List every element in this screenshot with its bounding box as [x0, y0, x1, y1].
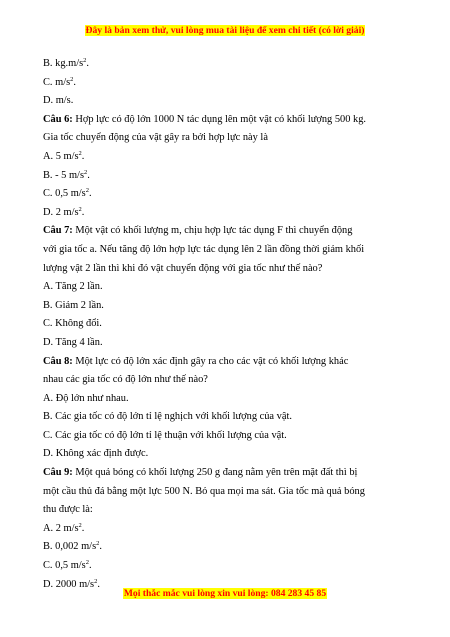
document-body: [43, 55, 366, 594]
question-text-line: với gia tốc a. Nếu tăng độ lớn hợp lực tác dụng lên 2 lần đồng thời giảm khối: [43, 243, 365, 255]
answer-option: B. - 5 $m/s^2$.: [43, 168, 90, 181]
answer-option: A. 5 $m/s^2$.: [43, 149, 85, 162]
question-label: Câu 6:: [43, 113, 73, 125]
preview-banner: [0, 25, 450, 36]
question-text-line: Câu 8: Một lực có độ lớn xác định gây ra cho các vật có khối lượng khác: [43, 355, 349, 367]
question-label: Câu 7:: [43, 225, 73, 237]
question-text-line: Câu 9: Một quả bóng có khối lượng 250 g đang nằm yên trên mặt đất thì bị: [43, 467, 358, 479]
answer-option: C. Không đổi.: [43, 318, 102, 330]
question-text-line: Câu 7: Một vật có khối lượng m, chịu hợp lực tác dụng F thì chuyển động: [43, 225, 353, 237]
answer-option: D. Không xác định được.: [43, 448, 149, 460]
question-text-line: Gia tốc chuyển động của vật gây ra bởi hợp lực này là: [43, 132, 268, 144]
answer-option: B. Giảm 2 lần.: [43, 299, 104, 311]
answer-option: C. 0,5 $m/s^2$.: [43, 187, 92, 200]
question-7: [43, 222, 365, 352]
answer-option: B. $kg.m/s^2$.: [43, 57, 89, 69]
answer-option: D. Tăng 4 lần.: [43, 336, 103, 348]
question-text-line: thu được là:: [43, 504, 93, 516]
question-label: Câu 9:: [43, 467, 73, 479]
preview-banner-text: Đây là bản xem thử, vui lòng mua tài liệu để xem chi tiết (có lời giải): [85, 25, 365, 36]
top-options: [43, 55, 358, 111]
answer-option: D. 2000 $m/s^2$.: [43, 577, 100, 590]
answer-option: C. $m/s^2$.: [43, 75, 76, 88]
question-6: [43, 111, 366, 223]
contact-footer: [0, 588, 450, 599]
question-label: Câu 8:: [43, 355, 73, 367]
answer-option: A. Tăng 2 lần.: [43, 281, 103, 293]
question-text-line: nhau các gia tốc có độ lớn như thế nào?: [43, 374, 208, 386]
question-text-line: Câu 6: Hợp lực có độ lớn 1000 N tác dụng lên một vật có khối lượng 500 kg.: [43, 113, 366, 125]
answer-option: C. Các gia tốc có độ lớn tỉ lệ thuận với khối lượng của vật.: [43, 429, 287, 441]
question-8: [43, 353, 358, 465]
answer-option: B. Các gia tốc có độ lớn tỉ lệ nghịch với khối lượng của vật.: [43, 411, 292, 423]
question-text-line: một cầu thủ đá bằng một lực 500 N. Bỏ qua mọi ma sát. Gia tốc mà quả bóng: [43, 485, 365, 497]
answer-option: A. Độ lớn như nhau.: [43, 392, 129, 404]
question-text-line: lượng vật 2 lần thì khi đó vật chuyển động với gia tốc như thế nào?: [43, 262, 323, 274]
answer-option: D. 2 $m/s^2$.: [43, 205, 85, 218]
answer-option: D. m/s.: [43, 95, 74, 107]
answer-option: C. 0,5 $m/s^2$.: [43, 559, 92, 572]
question-9: [43, 464, 365, 594]
answer-option: A. 2 $m/s^2$.: [43, 521, 85, 534]
contact-footer-text: Mọi thắc mắc vui lòng xin vui lòng: 084 283 45 85: [123, 588, 327, 599]
answer-option: B. 0,002 $m/s^2$.: [43, 540, 102, 553]
